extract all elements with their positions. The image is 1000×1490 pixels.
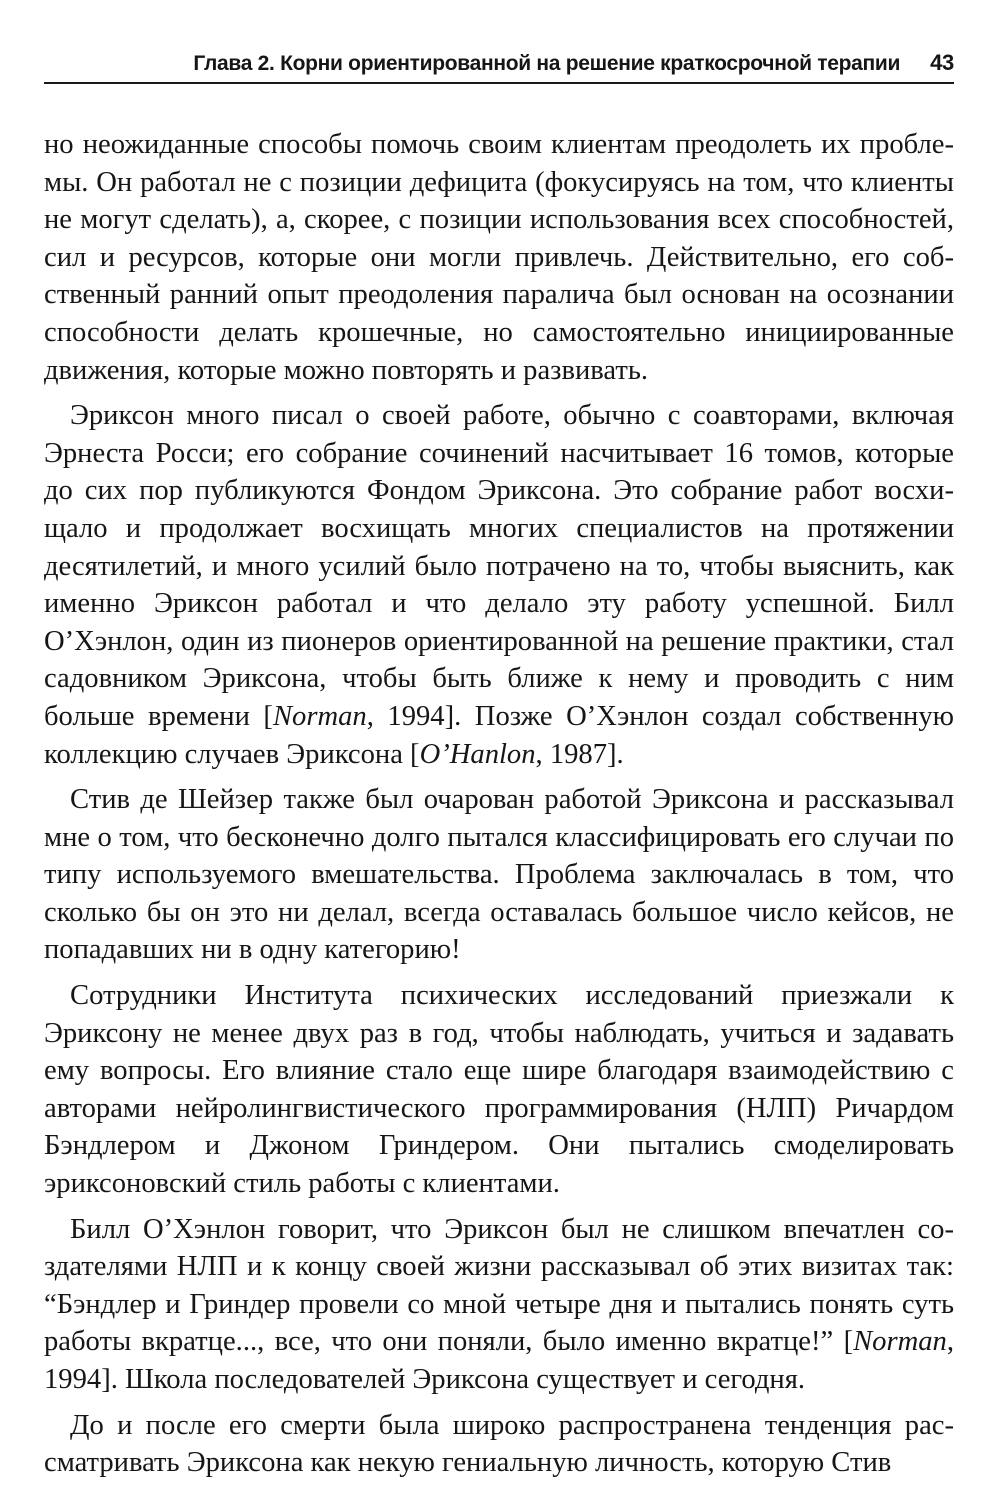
book-page	[44, 50, 954, 1490]
body-text	[44, 126, 954, 1482]
paragraph	[44, 397, 954, 773]
text-run: Эриксон много писал о своей работе, обычно с соавторами, включая Эрнеста Росси; его собрание сочинений насчитывает 16 томов, которые до сих пор публикуются Фондом Эриксона. Это собрание работ восхищало и продолжает восхищать многих специалистов на протяжении десятилетий, и много усилий было потрачено на то, чтобы выяснить, как именно Эриксон работал и что делало эту работу успешной. Билл О’Хэнлон, один из пионеров ориентированной на решение практики, стал садовником Эриксона, чтобы быть ближе к нему и проводить с ним больше времени [	[44, 400, 954, 732]
paragraph	[44, 1407, 954, 1482]
text-run: До и после его смерти была широко распространена тенденция рассматривать Эриксона как некую гениальную личность, которую Стив	[44, 1409, 954, 1479]
text-run: Билл О’Хэнлон говорит, что Эриксон был не слишком впечатлен создателями НЛП и к концу своей жизни рассказывал об этих визитах так: “Бэндлер и Гриндер провели со мной четыре дня и пытались понять суть работы вкратце..., все, что они поняли, было именно вкратце!” [	[44, 1213, 954, 1358]
paragraph	[44, 977, 954, 1203]
paragraph	[44, 781, 954, 969]
citation-author: Norman	[853, 1326, 947, 1358]
citation-author: Norman	[272, 700, 367, 732]
text-run: , 1994]. Позже О’Хэнлон создал собственную коллекцию случаев Эриксона [	[44, 700, 954, 770]
text-run: , 1987].	[535, 738, 624, 770]
text-run: Стив де Шейзер также был очарован работой Эриксона и рассказывал мне о том, что бесконечно долго пытался классифицировать его случаи по типу используемого вмешательства. Проблема заключалась в том, что сколько бы он это ни делал, всегда оставалась большое число кейсов, не попадавших ни в одну категорию!	[44, 784, 954, 966]
chapter-title: Глава 2. Корни ориентированной на решение краткосрочной терапии	[193, 52, 901, 75]
text-run: но неожиданные способы помочь своим клиентам преодолеть их проблемы. Он работал не с позиции дефицита (фокусируясь на том, что клиенты не могут сделать), а, скорее, с позиции использования всех способностей, сил и ресурсов, которые они могли привлечь. Действительно, его собственный ранний опыт преодоления паралича был основан на осознании способности делать крошечные, но самостоятельно инициированные движения, которые можно повторять и развивать.	[44, 129, 954, 386]
text-run: Сотрудники Института психических исследований приезжали к Эриксону не менее двух раз в год, чтобы наблюдать, учиться и задавать ему вопросы. Его влияние стало еще шире благодаря взаимодействию с авторами нейролингвистического программирования (НЛП) Ричардом Бэндлером и Джоном Гриндером. Они пытались смоделировать эриксоновский стиль работы с клиентами.	[44, 980, 954, 1200]
page-number: 43	[930, 50, 954, 75]
citation-author: O’Hanlon	[419, 738, 536, 770]
text-run: , 1994]. Школа последователей Эриксона существует и сегодня.	[44, 1326, 954, 1395]
running-head	[44, 50, 954, 84]
paragraph	[44, 126, 954, 389]
paragraph	[44, 1211, 954, 1399]
